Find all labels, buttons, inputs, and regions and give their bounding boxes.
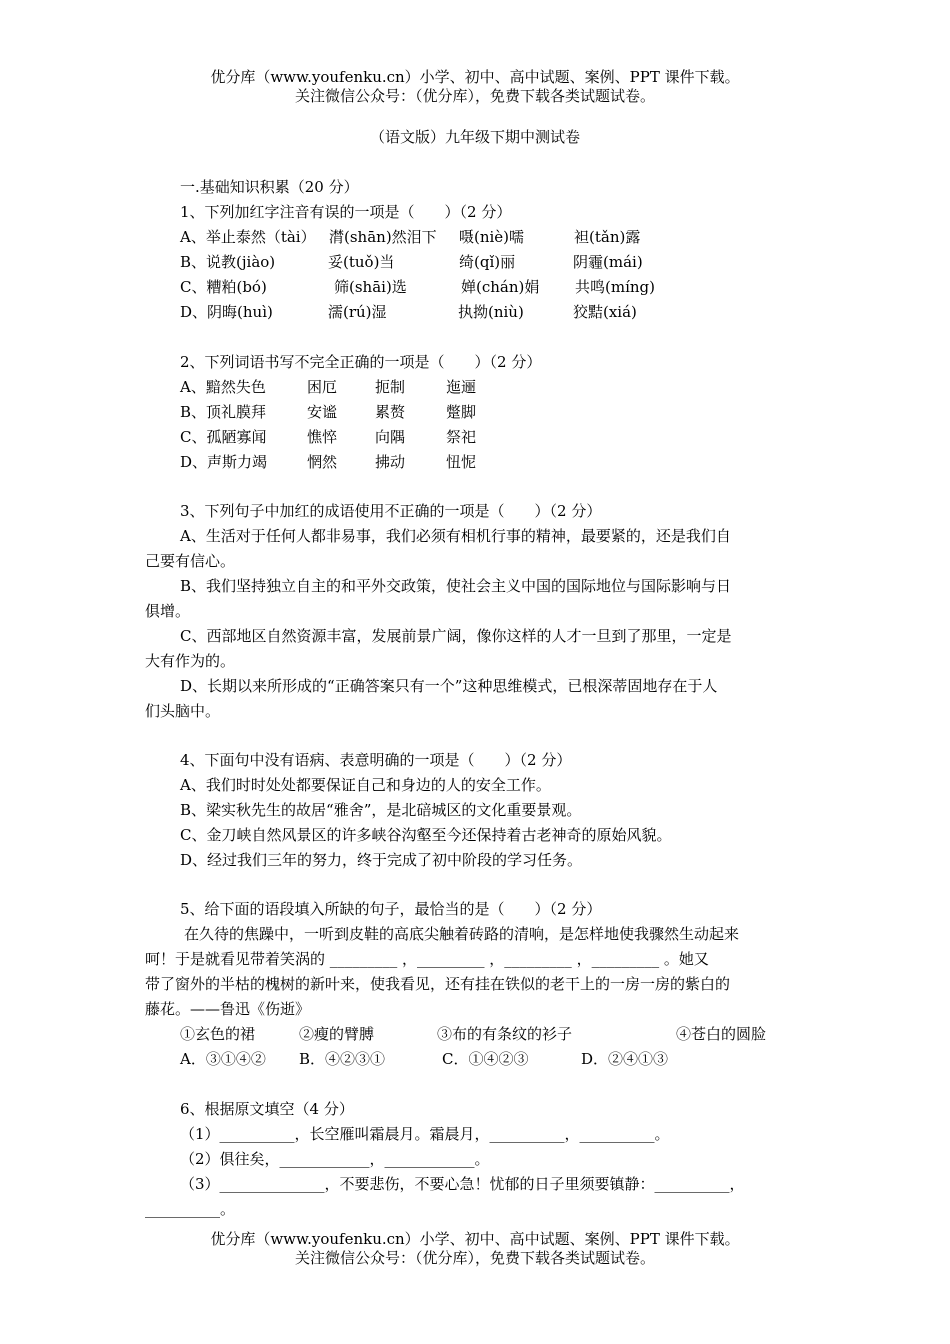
q5-passage-4: 藤花。——鲁迅《伤逝》 [145, 1000, 311, 1018]
q2-d-1: D、声斯力竭 [180, 453, 268, 471]
q1-stem: 1、下列加红字注音有误的一项是（ ）（2 分） [180, 203, 512, 221]
q2-a-3: 扼制 [375, 378, 406, 396]
q3-option-c-cont: 大有作为的。 [145, 652, 236, 670]
q3-option-a-cont: 己要有信心。 [145, 552, 236, 570]
header-line-1: 优分库（www.youfenku.cn）小学、初中、高中试题、案例、PPT 课件下载。 [210, 68, 740, 86]
q2-a-4: 迤逦 [446, 378, 477, 396]
q2-a-2: 困厄 [307, 378, 338, 396]
q2-stem: 2、下列词语书写不完全正确的一项是（ ）（2 分） [180, 353, 542, 371]
q1-a-1: A、举止泰然（tài） [180, 228, 316, 246]
header-line-2: 关注微信公众号：（优分库），免费下载各类试题试卷。 [294, 87, 655, 105]
q1-c-3: 婵(chán)娟 [461, 278, 540, 296]
q4-option-c: C、金刀峡自然风景区的许多峡谷沟壑至今还保持着古老神奇的原始风貌。 [180, 826, 672, 844]
q5-answer-a: A．③①④② [180, 1050, 266, 1068]
q5-choice-4: ④苍白的圆脸 [676, 1025, 767, 1043]
q1-c-4: 共鸣(míng) [575, 278, 655, 296]
q5-answer-b: B．④②③① [299, 1050, 386, 1068]
q2-c-1: C、孤陋寡闻 [180, 428, 267, 446]
q2-d-2: 惘然 [307, 453, 338, 471]
q2-d-4: 忸怩 [446, 453, 477, 471]
q2-d-3: 拂动 [375, 453, 406, 471]
q2-b-1: B、顶礼膜拜 [180, 403, 267, 421]
section-heading: 一.基础知识积累（20 分） [180, 178, 359, 196]
q5-answer-c: C．①④②③ [442, 1050, 529, 1068]
q5-answer-d: D．②④①③ [581, 1050, 669, 1068]
q4-option-a: A、我们时时处处都要保证自己和身边的人的安全工作。 [180, 776, 551, 794]
q6-item-3: （3）______________，不要悲伤，不要心急！忧郁的日子里须要镇静：__________， [180, 1175, 745, 1193]
q5-passage-3: 带了窗外的半枯的槐树的新叶来，使我看见，还有挂在铁似的老干上的一房一房的紫白的 [145, 975, 731, 993]
q6-stem: 6、根据原文填空（4 分） [180, 1100, 354, 1118]
q5-stem: 5、给下面的语段填入所缺的句子，最恰当的是（ ）（2 分） [180, 900, 602, 918]
q1-a-4: 袒(tǎn)露 [574, 228, 641, 246]
q5-passage-1: 在久待的焦躁中，一听到皮鞋的高底尖触着砖路的清响，是怎样地使我骤然生动起来 [184, 925, 740, 943]
q3-option-b: B、我们坚持独立自主的和平外交政策，使社会主义中国的国际地位与国际影响与日 [180, 577, 732, 595]
q1-b-4: 阴霾(mái) [573, 253, 643, 271]
q3-option-a: A、生活对于任何人都非易事，我们必须有相机行事的精神，最要紧的，还是我们自 [180, 527, 731, 545]
q3-option-c: C、西部地区自然资源丰富，发展前景广阔，像你这样的人才一旦到了那里，一定是 [180, 627, 732, 645]
q5-passage-2: 呵！于是就看见带着笑涡的 _________ ，_________ ，_________ ，_________ 。她又 [145, 950, 709, 968]
q4-stem: 4、下面句中没有语病、表意明确的一项是（ ）（2 分） [180, 751, 572, 769]
q3-stem: 3、下列句子中加红的成语使用不正确的一项是（ ）（2 分） [180, 502, 602, 520]
q1-d-2: 濡(rú)湿 [328, 303, 387, 321]
q1-c-1: C、糟粕(bó) [180, 278, 267, 296]
q4-option-b: B、梁实秋先生的故居“雅舍”，是北碚城区的文化重要景观。 [180, 801, 582, 819]
q2-b-4: 蹩脚 [446, 403, 477, 421]
q5-choice-2: ②瘦的臂膊 [299, 1025, 375, 1043]
q4-option-d: D、经过我们三年的努力，终于完成了初中阶段的学习任务。 [180, 851, 583, 869]
q1-a-3: 嗫(niè)嚅 [459, 228, 525, 246]
q2-b-2: 安谧 [307, 403, 338, 421]
footer-line-1: 优分库（www.youfenku.cn）小学、初中、高中试题、案例、PPT 课件下载。 [210, 1230, 740, 1248]
q2-c-3: 向隅 [375, 428, 406, 446]
q5-choice-1: ①玄色的裙 [180, 1025, 256, 1043]
q2-a-1: A、黯然失色 [180, 378, 266, 396]
q1-d-1: D、阴晦(huì) [180, 303, 273, 321]
q2-b-3: 累赘 [375, 403, 406, 421]
q1-b-1: B、说教(jiào) [180, 253, 276, 271]
q1-d-3: 执拗(niù) [458, 303, 524, 321]
footer-line-2: 关注微信公众号：（优分库），免费下载各类试题试卷。 [294, 1249, 655, 1267]
q3-option-d: D、长期以来所形成的“正确答案只有一个”这种思维模式，已根深蒂固地存在于人 [180, 677, 718, 695]
q3-option-d-cont: 们头脑中。 [145, 702, 221, 720]
q1-b-2: 妥(tuǒ)当 [328, 253, 395, 271]
q1-b-3: 绮(qǐ)丽 [459, 253, 516, 271]
q5-choice-3: ③布的有条纹的衫子 [437, 1025, 573, 1043]
q6-item-1: （1）__________，长空雁叫霜晨月。霜晨月，__________，__________。 [180, 1125, 670, 1143]
page-title: （语文版）九年级下期中测试卷 [369, 128, 580, 146]
q3-option-b-cont: 俱增。 [145, 602, 191, 620]
q2-c-2: 憔悴 [307, 428, 338, 446]
q1-c-2: 筛(shāi)选 [334, 278, 407, 296]
q6-item-3-cont: __________。 [145, 1200, 236, 1218]
q1-a-2: 潸(shān)然泪下 [329, 228, 437, 246]
q6-item-2: （2）俱往矣，____________，____________。 [180, 1150, 490, 1168]
q1-d-4: 狡黠(xiá) [573, 303, 637, 321]
q2-c-4: 祭祀 [446, 428, 477, 446]
